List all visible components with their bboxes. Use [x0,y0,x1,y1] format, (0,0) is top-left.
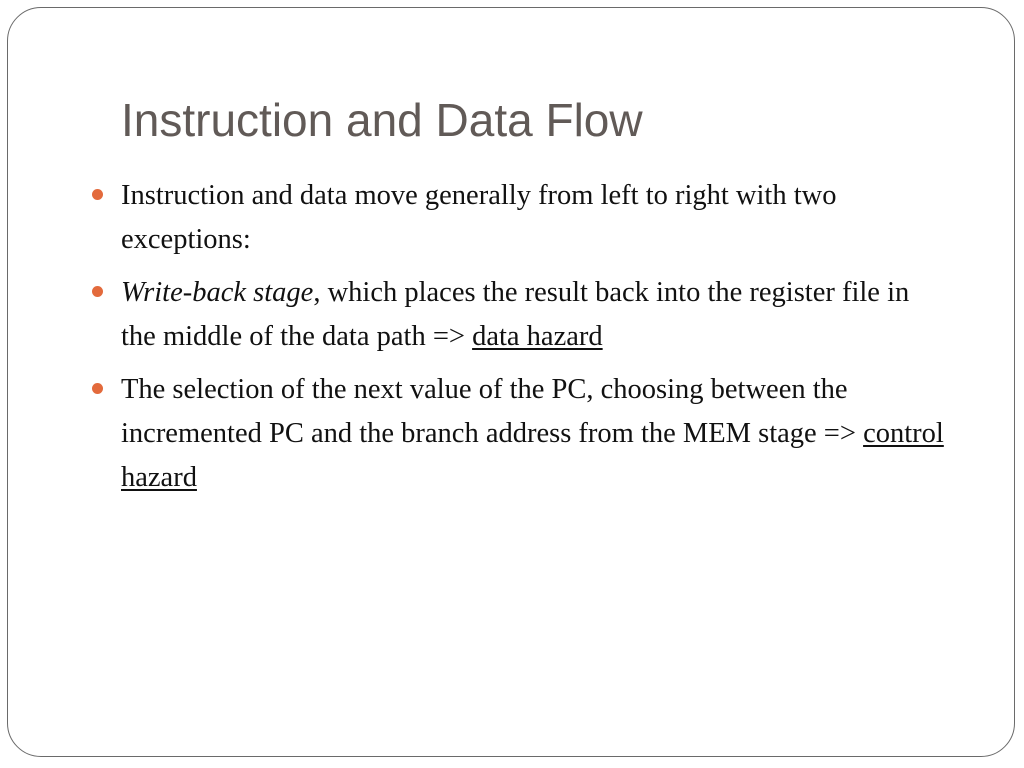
slide-frame [7,7,1015,757]
bullet-item [121,174,951,262]
bullet-dot-icon [92,189,103,200]
bullet-italic-term: Write-back stage [121,277,314,308]
bullet-text: Instruction and data move generally from left to right with two exceptions: [121,180,837,255]
slide-title: Instruction and Data Flow [121,94,643,146]
bullet-underlined-term: control hazard [121,418,944,493]
bullet-text: The selection of the next value of the PC, choosing between the incremented PC and the branch address from the MEM stage => [121,374,864,449]
bullet-underlined-term: data hazard [472,321,603,352]
bullet-dot-icon [92,286,103,297]
bullet-item [121,271,951,359]
bullet-dot-icon [92,383,103,394]
bullet-text: , which places the result back into the register file in the middle of the data path => [121,277,910,352]
bullet-list [121,174,951,509]
bullet-item [121,368,951,500]
